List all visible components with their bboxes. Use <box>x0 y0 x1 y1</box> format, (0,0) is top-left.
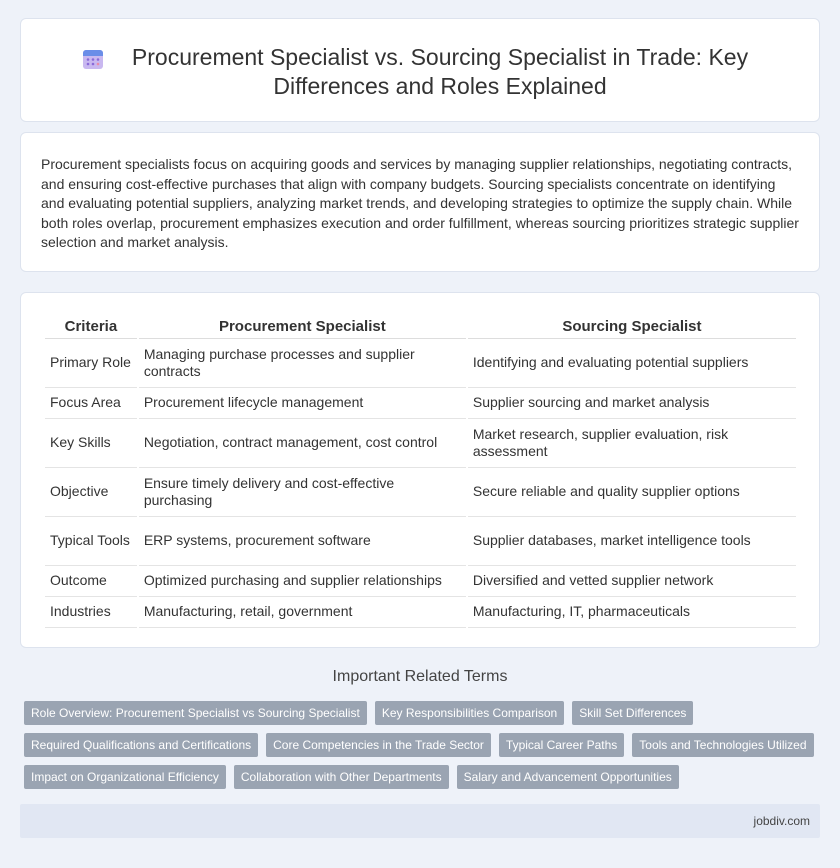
table-cell: Primary Role <box>45 339 137 388</box>
table-row <box>45 597 796 628</box>
table-cell: Key Skills <box>45 419 137 468</box>
table-row <box>45 517 796 566</box>
table-row <box>45 388 796 419</box>
table-cell: Industries <box>45 597 137 628</box>
table-cell: Identifying and evaluating potential suppliers <box>468 339 796 388</box>
table-row <box>45 566 796 597</box>
tag-link[interactable]: Key Responsibilities Comparison <box>375 701 564 725</box>
comparison-table <box>43 311 798 628</box>
table-row <box>45 339 796 388</box>
tag-link[interactable]: Skill Set Differences <box>572 701 693 725</box>
table-header: Sourcing Specialist <box>468 311 796 339</box>
table-cell: ERP systems, procurement software <box>139 517 466 566</box>
table-header: Criteria <box>45 311 137 339</box>
table-cell: Manufacturing, retail, government <box>139 597 466 628</box>
tag-link[interactable]: Collaboration with Other Departments <box>234 765 449 789</box>
table-row <box>45 419 796 468</box>
table-cell: Outcome <box>45 566 137 597</box>
table-cell: Market research, supplier evaluation, risk assessment <box>468 419 796 468</box>
table-cell: Secure reliable and quality supplier options <box>468 468 796 517</box>
table-cell: Negotiation, contract management, cost control <box>139 419 466 468</box>
table-header: Procurement Specialist <box>139 311 466 339</box>
tag-link[interactable]: Salary and Advancement Opportunities <box>457 765 679 789</box>
tag-link[interactable]: Typical Career Paths <box>499 733 624 757</box>
table-cell: Supplier sourcing and market analysis <box>468 388 796 419</box>
header-card <box>20 18 820 122</box>
table-cell: Managing purchase processes and supplier contracts <box>139 339 466 388</box>
footer <box>20 804 820 838</box>
table-cell: Procurement lifecycle management <box>139 388 466 419</box>
footer-site-link[interactable]: jobdiv.com <box>753 814 810 828</box>
table-cell: Typical Tools <box>45 517 137 566</box>
comparison-table-card <box>20 292 820 648</box>
tag-link[interactable]: Tools and Technologies Utilized <box>632 733 813 757</box>
table-cell: Diversified and vetted supplier network <box>468 566 796 597</box>
table-row <box>45 468 796 517</box>
table-cell: Optimized purchasing and supplier relationships <box>139 566 466 597</box>
related-terms-title: Important Related Terms <box>332 668 508 685</box>
table-cell: Objective <box>45 468 137 517</box>
tag-link[interactable]: Impact on Organizational Efficiency <box>24 765 226 789</box>
page-title: Procurement Specialist vs. Sourcing Specialist in Trade: Key Differences and Roles Explained <box>131 44 749 99</box>
table-cell: Focus Area <box>45 388 137 419</box>
tag-link[interactable]: Required Qualifications and Certifications <box>24 733 258 757</box>
intro-text: Procurement specialists focus on acquiring goods and services by managing supplier relationships, negotiating contracts, and ensuring cost-effective purchases that align with company budgets. Sourcing specialists concentrate on identifying and evaluating potential suppliers, analyzing market trends, and developing strategies to optimize the supply chain. While both roles overlap, procurement emphasizes execution and order fulfillment, whereas sourcing prioritizes strategic supplier selection and market analysis. <box>41 156 799 251</box>
tag-link[interactable]: Core Competencies in the Trade Sector <box>266 733 491 757</box>
table-cell: Manufacturing, IT, pharmaceuticals <box>468 597 796 628</box>
intro-card <box>20 132 820 272</box>
tag-link[interactable]: Role Overview: Procurement Specialist vs Sourcing Specialist <box>24 701 367 725</box>
table-cell: Ensure timely delivery and cost-effective purchasing <box>139 468 466 517</box>
table-cell: Supplier databases, market intelligence tools <box>468 517 796 566</box>
related-terms-tags <box>24 701 824 797</box>
